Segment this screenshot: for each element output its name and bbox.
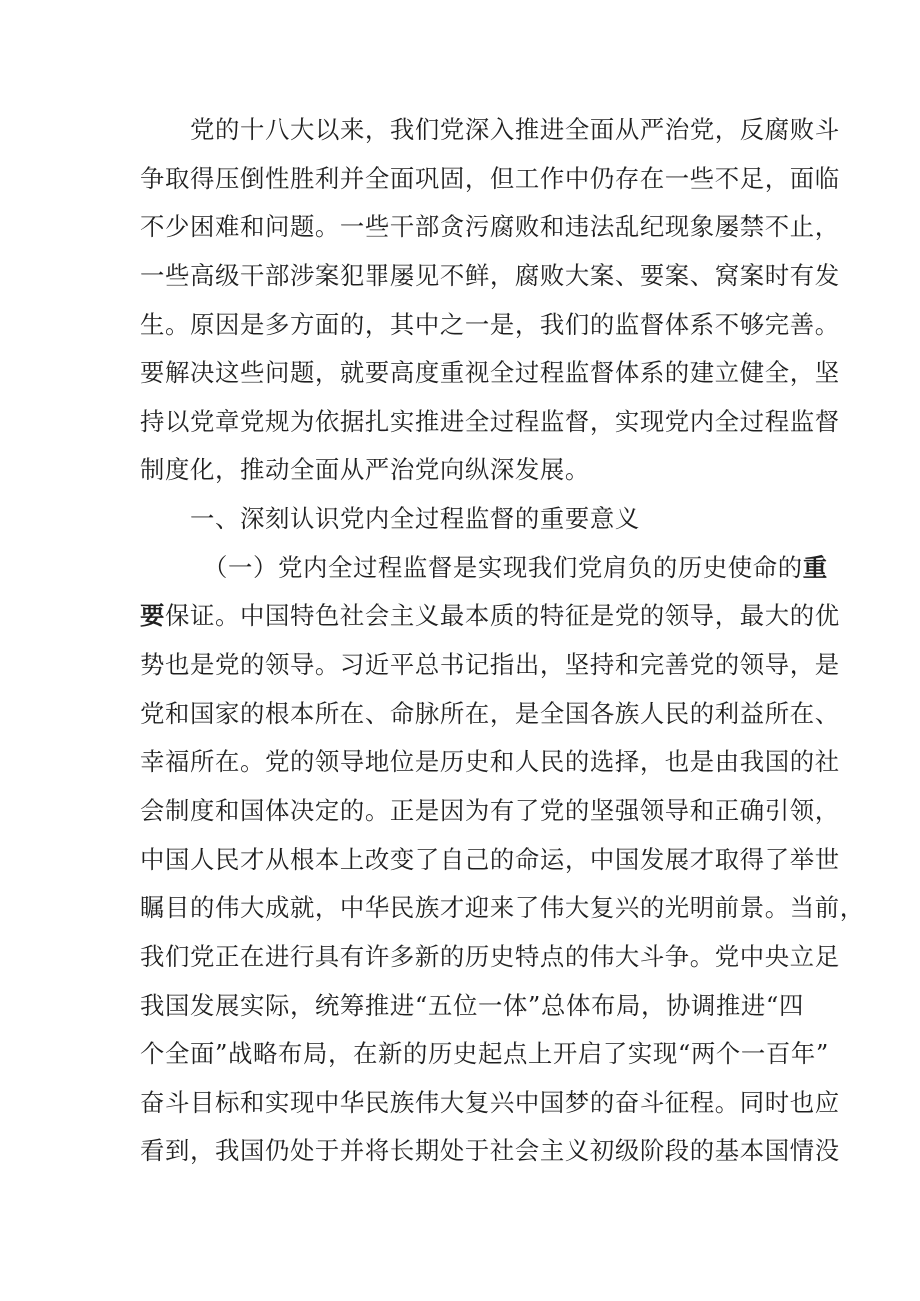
paragraph-line: 中国人民才从根本上改变了自己的命运，中国发展才取得了举世 [140,844,840,874]
paragraph-line: 生。原因是多方面的，其中之一是，我们的监督体系不够完善。 [140,309,840,339]
paragraph-line: 看到，我国仍处于并将长期处于社会主义初级阶段的基本国情没 [140,1136,840,1166]
section-heading: 一、深刻认识党内全过程监督的重要意义 [190,504,640,534]
paragraph-line: 党的十八大以来，我们党深入推进全面从严治党，反腐败斗 [190,115,840,144]
document-body [140,106,865,1176]
paragraph-line: 幸福所在。党的领导地位是历史和人民的选择，也是由我国的社 [140,747,840,777]
paragraph-line: 一些高级干部涉案犯罪屡见不鲜，腐败大案、要案、窝案时有发 [140,260,840,290]
paragraph-line-text: 保证。中国特色社会主义最本质的特征是党的领导，最大的优 [165,601,840,631]
paragraph-line: 我们党正在进行具有许多新的历史特点的伟大斗争。党中央立足 [140,941,840,971]
paragraph-line: 会制度和国体决定的。正是因为有了党的坚强领导和正确引领， [140,795,840,825]
paragraph-line: 瞩目的伟大成就，中华民族才迎来了伟大复兴的光明前景。当前， [140,893,865,923]
paragraph-line: 党和国家的根本所在、命脉所在，是全国各族人民的利益所在、 [140,698,840,728]
paragraph-line: 我国发展实际，统筹推进“五位一体”总体布局，协调推进“四 [140,990,804,1020]
paragraph-line: 不少困难和问题。一些干部贪污腐败和违法乱纪现象屡禁不止， [140,212,840,242]
subsection-heading-bold-text: 重 [802,552,828,582]
continued-bold-text: 要 [140,601,165,631]
paragraph-line: 制度化，推动全面从严治党向纵深发展。 [140,455,590,485]
paragraph-line: 势也是党的领导。习近平总书记指出，坚持和完善党的领导，是 [140,650,840,680]
paragraph-line: 奋斗目标和实现中华民族伟大复兴中国梦的奋斗征程。同时也应 [140,1087,840,1117]
subsection-heading [140,544,828,593]
subsection-heading-text: （一）党内全过程监督是实现我们党肩负的历史使命的 [203,552,803,582]
paragraph-line: 要解决这些问题，就要高度重视全过程监督体系的建立健全，坚 [140,358,840,388]
paragraph-line: 争取得压倒性胜利并全面巩固，但工作中仍存在一些不足，面临 [140,163,840,193]
paragraph-line [140,592,840,641]
paragraph-line: 持以党章党规为依据扎实推进全过程监督，实现党内全过程监督 [140,406,840,436]
paragraph-line: 个全面”战略布局，在新的历史起点上开启了实现“两个一百年” [140,1039,829,1069]
